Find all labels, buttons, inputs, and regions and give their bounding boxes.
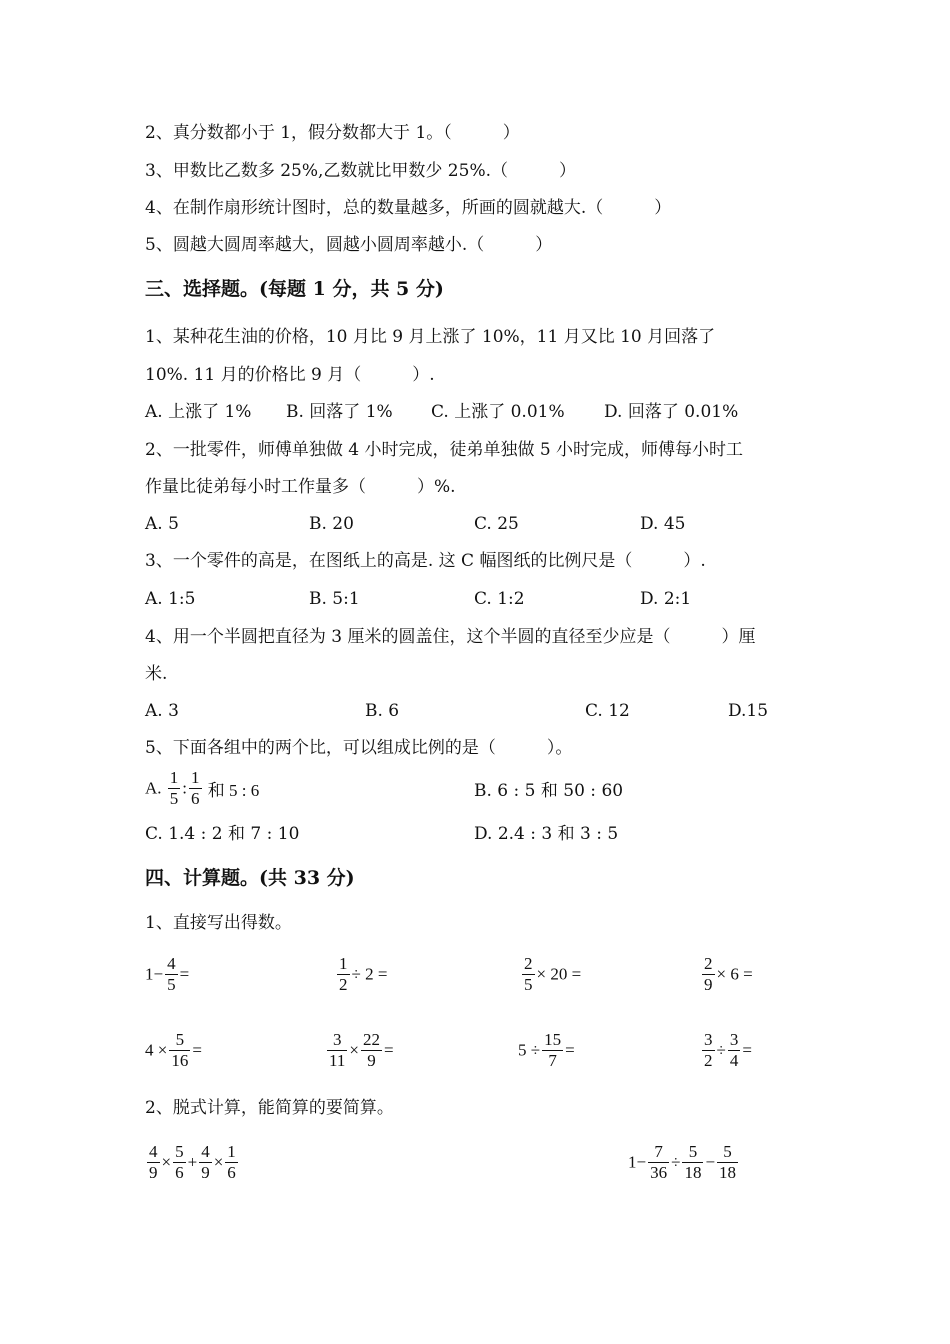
s4-sub1: 1、直接写出得数。 <box>145 913 292 933</box>
s3-q5-option-a: A. $\frac{1}{5}$ : $\frac{1}{6}$ 和 5 : 6 <box>145 768 260 808</box>
s3-q1-option-d: D. 回落了 0.01% <box>604 402 739 422</box>
calc-expr-5: 4 × $\frac{5}{16}$ = <box>145 1030 202 1070</box>
calc-expr-3: $\frac{2}{5}$ × 20 = <box>524 954 582 994</box>
s3-q3-option-c: C. 1:2 <box>474 589 525 609</box>
fraction: $\frac{1}{5}$ <box>169 768 179 808</box>
calc-expr-6: $\frac{3}{11}$ × $\frac{22}{9}$ = <box>329 1030 394 1070</box>
s3-q4-option-c: C. 12 <box>585 701 630 721</box>
judge-q2: 2、真分数都小于 1，假分数都大于 1。（ ） <box>145 123 520 143</box>
section4-title: 四、计算题。(共 33 分) <box>145 867 355 889</box>
calc-expr-2: $\frac{1}{2}$ ÷ 2 = <box>339 954 388 994</box>
calc-expr-7: 5 ÷ $\frac{15}{7}$ = <box>518 1030 575 1070</box>
s4-sub2: 2、脱式计算，能简算的要简算。 <box>145 1098 394 1118</box>
s3-q5-line1: 5、下面各组中的两个比，可以组成比例的是（ ）。 <box>145 738 573 758</box>
s3-q3-option-d: D. 2:1 <box>640 589 692 609</box>
s3-q3-option-b: B. 5:1 <box>309 589 360 609</box>
calc-expr-1: 1− $\frac{4}{5}$ = <box>145 954 190 994</box>
s3-q4-line2: 米. <box>145 664 168 684</box>
calc-expr-4: $\frac{2}{9}$ × 6 = <box>704 954 753 994</box>
calc-expr-8: $\frac{3}{2}$ ÷ $\frac{3}{4}$ = <box>704 1030 752 1070</box>
s3-q2-option-c: C. 25 <box>474 514 519 534</box>
calc-expr-9: $\frac{4}{9}$ × $\frac{5}{6}$ + $\frac{4}{9}$ × $\frac{1}{6}$ <box>149 1142 236 1182</box>
s3-q5-option-c: C. 1.4 : 2 和 7 : 10 <box>145 824 300 844</box>
judge-q5: 5、圆越大圆周率越大，圆越小圆周率越小.（ ） <box>145 235 553 255</box>
s3-q4-option-d: D.15 <box>728 701 769 721</box>
s3-q2-line2: 作量比徒弟每小时工作量多（ ）%. <box>145 477 456 497</box>
s3-q4-option-a: A. 3 <box>145 701 179 721</box>
s3-q1-option-c: C. 上涨了 0.01% <box>431 402 565 422</box>
judge-q4: 4、在制作扇形统计图时，总的数量越多，所画的圆就越大.（ ） <box>145 198 672 218</box>
s3-q2-option-a: A. 5 <box>145 514 179 534</box>
s3-q1-line2: 10%. 11 月的价格比 9 月（ ）. <box>145 365 435 385</box>
fraction: $\frac{1}{6}$ <box>191 768 200 808</box>
s3-q4-line1: 4、用一个半圆把直径为 3 厘米的圆盖住，这个半圆的直径至少应是（ ）厘 <box>145 627 756 647</box>
s3-q1-option-a: A. 上涨了 1% <box>145 402 252 422</box>
s3-q4-option-b: B. 6 <box>365 701 400 721</box>
section3-title: 三、选择题。(每题 1 分，共 5 分) <box>145 278 444 300</box>
s3-q3-option-a: A. 1:5 <box>145 589 196 609</box>
s3-q2-option-b: B. 20 <box>309 514 354 534</box>
s3-q5-option-b: B. 6 : 5 和 50 : 60 <box>474 781 624 801</box>
s3-q1-option-b: B. 回落了 1% <box>286 402 393 422</box>
judge-q3: 3、甲数比乙数多 25%,乙数就比甲数少 25%.（ ） <box>145 161 577 181</box>
s3-q3-line1: 3、一个零件的高是，在图纸上的高是. 这 C 幅图纸的比例尺是（ ）. <box>145 551 706 571</box>
s3-q5-option-d: D. 2.4 : 3 和 3 : 5 <box>474 824 619 844</box>
s3-q2-line1: 2、一批零件，师傅单独做 4 小时完成，徒弟单独做 5 小时完成，师傅每小时工 <box>145 440 744 460</box>
calc-expr-10: 1− $\frac{7}{36}$ ÷ $\frac{5}{18}$ − $\frac{5}{18}$ <box>628 1142 737 1182</box>
s3-q1-line1: 1、某种花生油的价格，10 月比 9 月上涨了 10%，11 月又比 10 月回落了 <box>145 327 716 347</box>
s3-q2-option-d: D. 45 <box>640 514 686 534</box>
